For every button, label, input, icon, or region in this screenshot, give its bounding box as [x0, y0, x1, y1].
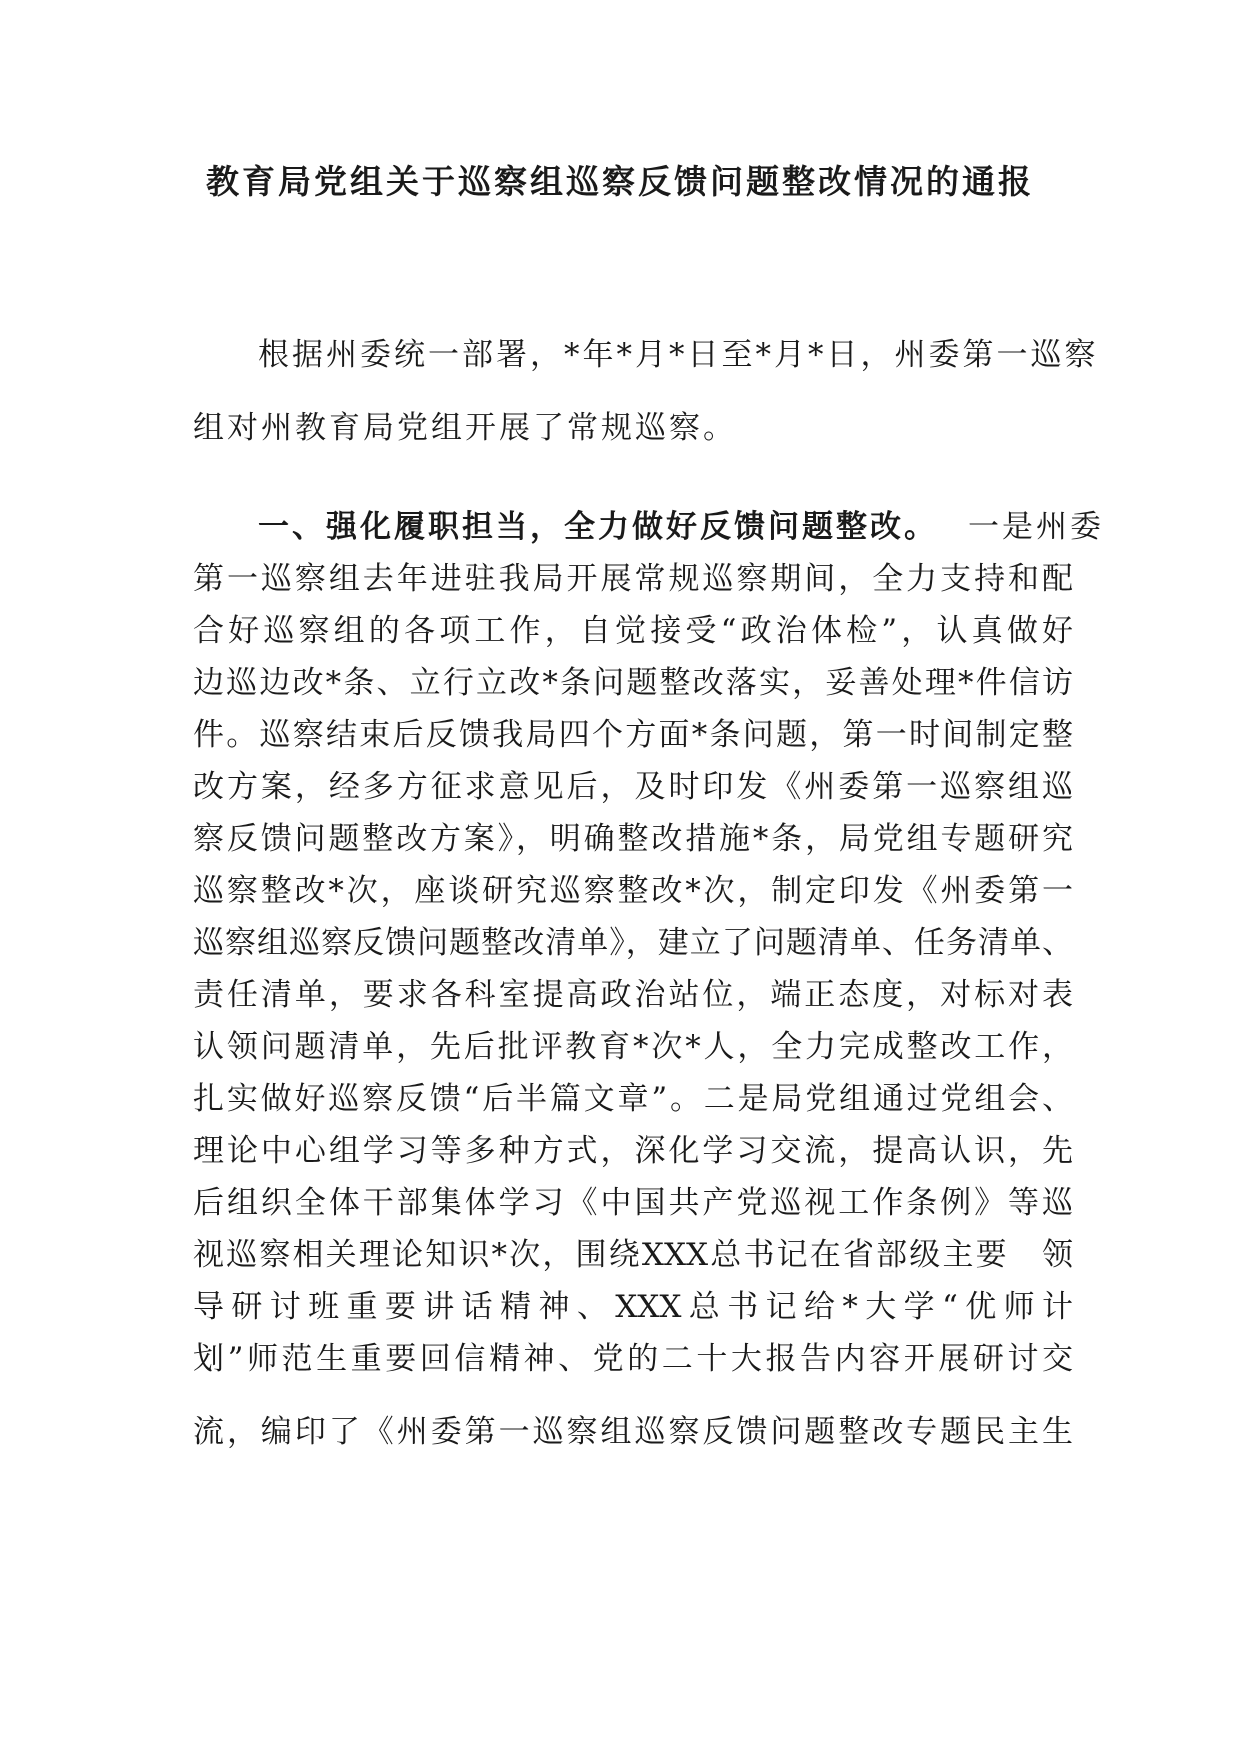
body-line: 第一巡察组去年进驻我局开展常规巡察期间，全力支持和配 [193, 561, 1073, 597]
body-line: 划”师范生重要回信精神、党的二十大报告内容开展研讨交 [193, 1341, 1073, 1377]
body-line: 巡察整改*次，座谈研究巡察整改*次，制定印发《州委第一 [193, 873, 1073, 909]
body-line: 件。巡察结束后反馈我局四个方面*条问题，第一时间制定整 [193, 717, 1073, 753]
intro-line: 组对州教育局党组开展了常规巡察。 [193, 410, 737, 446]
body-line: 后组织全体干部集体学习《中国共产党巡视工作条例》等巡 [193, 1185, 1073, 1221]
body-line: 视巡察相关理论知识*次，围绕XXX总书记在省部级主要 领 [193, 1237, 1073, 1273]
body-line: 改方案，经多方征求意见后，及时印发《州委第一巡察组巡 [193, 769, 1073, 805]
document-title: 教育局党组关于巡察组巡察反馈问题整改情况的通报 [206, 162, 1034, 201]
body-line: 扎实做好巡察反馈“后半篇文章”。二是局党组通过党组会、 [193, 1081, 1073, 1117]
section-1-heading: 一、强化履职担当，全力做好反馈问题整改。 [258, 509, 938, 545]
body-line: 边巡边改*条、立行立改*条问题整改落实，妥善处理*件信访 [193, 665, 1073, 701]
body-line: 合好巡察组的各项工作，自觉接受“政治体检”，认真做好 [193, 613, 1073, 649]
body-line: 责任清单，要求各科室提高政治站位，端正态度，对标对表 [193, 977, 1073, 1013]
body-line: 巡察组巡察反馈问题整改清单》，建立了问题清单、任务清单、 [193, 925, 1073, 961]
section-1-first-line [258, 505, 1104, 549]
intro-line: 根据州委统一部署，*年*月*日至*月*日，州委第一巡察 [258, 337, 1099, 373]
body-text: 一是州委 [968, 509, 1104, 545]
body-line: 导研讨班重要讲话精神、XXX总书记给*大学“优师计 [193, 1289, 1073, 1325]
body-line: 察反馈问题整改方案》，明确整改措施*条，局党组专题研究 [193, 821, 1073, 857]
body-line: 流，编印了《州委第一巡察组巡察反馈问题整改专题民主生 [193, 1414, 1073, 1450]
body-line: 认领问题清单，先后批评教育*次*人，全力完成整改工作， [193, 1029, 1073, 1065]
body-line: 理论中心组学习等多种方式，深化学习交流，提高认识，先 [193, 1133, 1073, 1169]
